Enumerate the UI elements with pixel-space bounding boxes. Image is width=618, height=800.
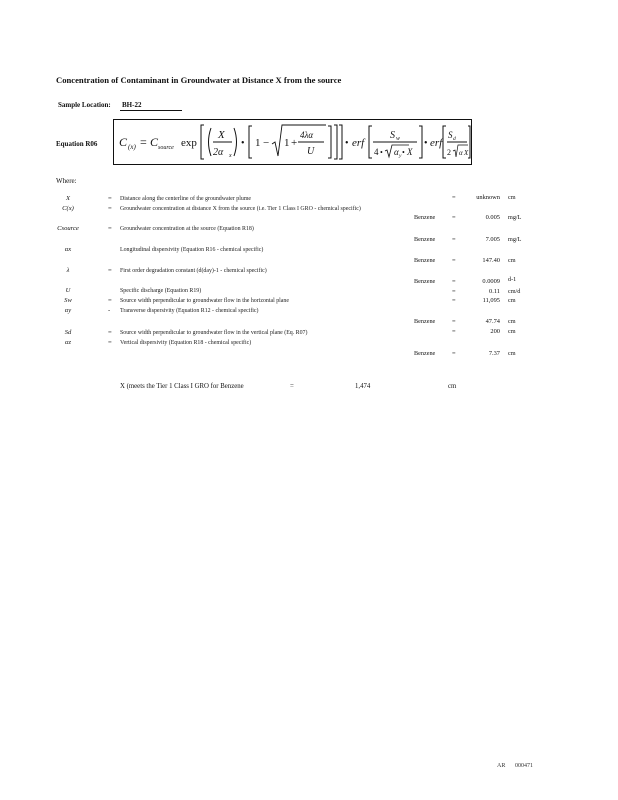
var-eq: = — [108, 267, 112, 274]
var-desc: Distance along the centerline of the groundwater plume — [120, 196, 252, 202]
var-symbol-x: X — [65, 195, 71, 202]
var-unit: cm — [508, 297, 516, 304]
var-chemical: Benzene — [414, 214, 436, 221]
eq-dot1: • — [241, 138, 245, 149]
var-desc: First order degradation constant (d(day)-1 - chemical specific) — [120, 268, 267, 274]
var-value: 47.74 — [485, 318, 500, 325]
svg-text:α: α — [394, 147, 399, 157]
var-dash: = — [452, 278, 456, 285]
var-value: 147.40 — [482, 257, 500, 264]
var-symbol-alpha-x: αx — [64, 246, 72, 253]
eq-dot2: • — [345, 138, 349, 149]
var-symbol-alpha-z: αz — [64, 339, 72, 346]
eq-erf-1: erf — [352, 137, 365, 149]
eq-four: 4 — [374, 147, 379, 157]
eq-2alpha: 2α — [213, 147, 224, 158]
eq-sd-sub: d — [453, 136, 456, 142]
svg-text:y: y — [399, 153, 402, 159]
var-desc: Specific discharge (Equation R19) — [120, 288, 202, 294]
equation-formula — [114, 120, 471, 164]
var-value: 7.005 — [485, 236, 500, 243]
eq-four-lambda: 4λα — [300, 130, 314, 140]
eq-one-a: 1 — [255, 137, 261, 149]
eq-sd: S — [448, 130, 453, 140]
var-value: 0.0009 — [482, 278, 500, 285]
var-desc: Vertical dispersivity (Equation R18 - chemical specific) — [120, 340, 252, 346]
var-unit: mg/L — [508, 236, 522, 243]
var-dash: = — [452, 236, 456, 243]
eq-x-den-1: X — [407, 147, 413, 157]
eq-2alpha-sub: x — [229, 153, 232, 159]
var-eq: = — [108, 195, 112, 202]
eq-two: 2 — [447, 148, 451, 157]
var-eq: = — [108, 297, 112, 304]
var-dash: = — [452, 350, 456, 357]
eq-source-sub: source — [158, 145, 174, 151]
var-unit: cm — [508, 318, 516, 325]
var-chemical: Benzene — [414, 350, 436, 357]
svg-text:•: • — [380, 148, 383, 157]
var-symbol-alpha-y: αy — [64, 307, 72, 314]
footer-prefix: AR — [497, 763, 506, 769]
var-dash: = — [452, 318, 456, 325]
svg-text:•: • — [402, 148, 405, 157]
var-unit: cm/d — [508, 288, 521, 295]
eq-lhs: C — [119, 135, 128, 149]
var-symbol-lambda: λ — [66, 267, 70, 274]
var-value: 0.11 — [489, 288, 500, 295]
eq-equals: = — [140, 135, 147, 149]
var-eq: = — [108, 205, 112, 212]
eq-x-den-2: X — [464, 149, 469, 157]
var-desc: Transverse dispersivity (Equation R12 - chemical specific) — [120, 308, 259, 314]
where-label: Where: — [56, 177, 77, 185]
var-desc: Longitudinal dispersivity (Equation R16 - chemical specific) — [120, 247, 264, 253]
eq-x-num: X — [218, 129, 225, 141]
var-value: unknown — [476, 194, 500, 201]
equation-box — [113, 119, 472, 165]
var-desc: Source width perpendicular to groundwater flow in the horizontal plane — [120, 298, 289, 304]
var-symbol-sd: Sd — [64, 329, 72, 336]
var-value: 11,095 — [482, 297, 500, 304]
var-desc: Source width perpendicular to groundwater flow in the vertical plane (Eq. R07) — [120, 330, 308, 336]
var-unit: mg/L — [508, 214, 522, 221]
var-dash: = — [452, 288, 456, 295]
var-unit: d-1 — [508, 276, 517, 283]
var-desc: Groundwater concentration at the source (Equation R18) — [120, 226, 254, 232]
var-dash: = — [452, 194, 456, 201]
var-unit: cm — [508, 194, 516, 201]
var-chemical: Benzene — [414, 257, 436, 264]
var-symbol-sw: Sw — [64, 297, 72, 304]
footer-number: 000471 — [515, 763, 533, 769]
var-unit: cm — [508, 257, 516, 264]
var-eq: = — [108, 225, 112, 232]
var-unit: cm — [508, 328, 516, 335]
var-value: 0.005 — [485, 214, 500, 221]
var-chemical: Benzene — [414, 318, 436, 325]
var-eq: - — [108, 307, 111, 314]
page-title: Concentration of Contaminant in Groundwater at Distance X from the source — [56, 75, 342, 85]
var-symbol-csource: Csource — [57, 225, 79, 232]
equation-label: Equation R06 — [56, 140, 98, 148]
var-chemical: Benzene — [414, 236, 436, 243]
eq-erf-2: erf — [430, 137, 443, 149]
var-dash: = — [452, 214, 456, 221]
sample-location-value: BH-22 — [122, 101, 142, 109]
sample-location-label: Sample Location: — [58, 101, 111, 109]
eq-source: C — [150, 135, 159, 149]
var-symbol-cx: C(x) — [62, 205, 74, 212]
result-value: 1,474 — [355, 383, 371, 390]
var-eq: = — [108, 329, 112, 336]
var-value: 7.37 — [488, 350, 500, 357]
result-label: X (meets the Tier 1 Class I GRO for Benzene — [120, 383, 244, 390]
var-dash: = — [452, 328, 456, 335]
var-chemical: Benzene — [414, 278, 436, 285]
result-equals: = — [290, 383, 294, 390]
sample-underline — [120, 110, 182, 111]
var-value: 200 — [490, 328, 500, 335]
eq-exp: exp — [181, 137, 197, 149]
var-symbol-u: U — [65, 287, 71, 294]
eq-dot3: • — [424, 138, 428, 149]
eq-sw-sub: w — [396, 136, 401, 142]
eq-lhs-sub: (x) — [128, 143, 136, 151]
eq-sw: S — [390, 130, 395, 141]
result-unit: cm — [448, 383, 457, 390]
svg-text:+: + — [291, 137, 298, 149]
var-dash: = — [452, 257, 456, 264]
eq-one-b: 1 — [284, 137, 290, 149]
eq-u: U — [307, 146, 315, 157]
svg-text:α: α — [459, 149, 463, 157]
var-eq: = — [108, 339, 112, 346]
var-unit: cm — [508, 350, 516, 357]
var-desc: Groundwater concentration at distance X from the source (i.e. Tier 1 Class I GRO - chemical specific) — [120, 206, 361, 212]
svg-text:−: − — [263, 137, 270, 149]
var-dash: = — [452, 297, 456, 304]
